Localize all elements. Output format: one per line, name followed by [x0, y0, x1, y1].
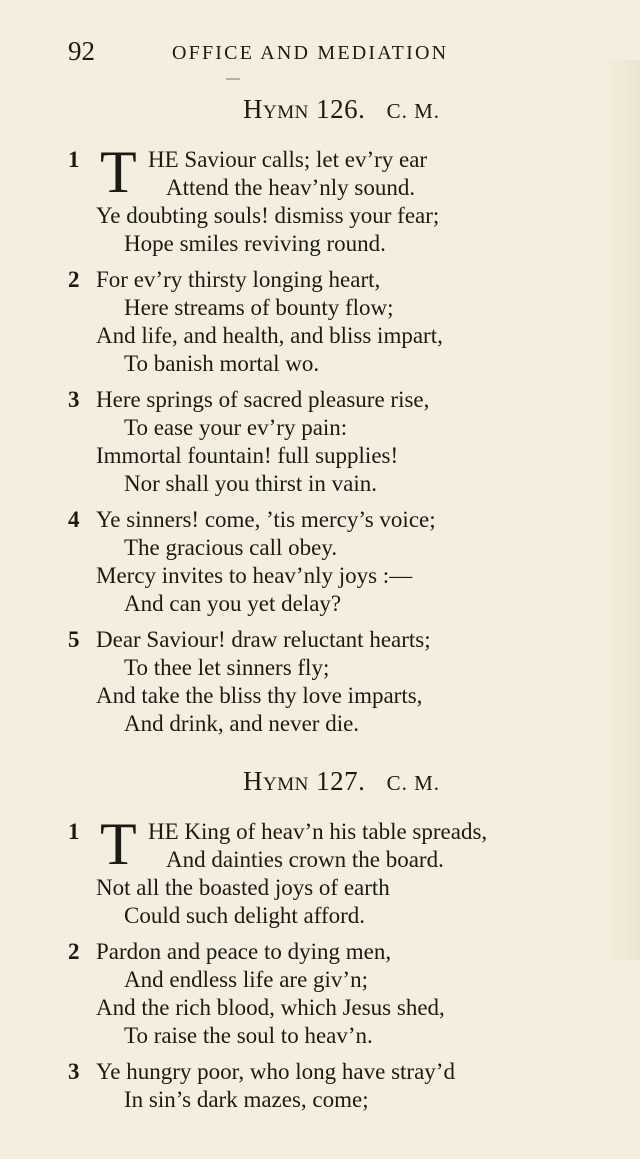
verse-line: Could such delight afford.: [124, 903, 366, 928]
verse-line: And the rich blood, which Jesus shed,: [96, 995, 445, 1020]
verse-line: Attend the heav’nly sound.: [166, 175, 416, 200]
hymn-number: 126.: [316, 94, 366, 124]
verse-line: Not all the boasted joys of earth: [96, 875, 390, 900]
verse-number: 4: [68, 507, 80, 532]
hymn-meter: C. M.: [386, 771, 441, 795]
verse-line: Ye hungry poor, who long have stray’d: [96, 1059, 455, 1084]
verse-line: And can you yet delay?: [124, 591, 342, 616]
verse-line: In sin’s dark mazes, come;: [124, 1087, 369, 1112]
verse-line: Nor shall you thirst in vain.: [124, 471, 377, 496]
verse-line: Dear Saviour! draw reluctant hearts;: [96, 627, 431, 652]
hymn-126-heading: [243, 94, 440, 126]
verse-line: Immortal fountain! full supplies!: [96, 443, 399, 468]
verse-line: The gracious call obey.: [124, 535, 338, 560]
facing-page-bleed: [606, 60, 640, 960]
hymn-word: Hymn: [243, 766, 309, 796]
verse-line: Hope smiles reviving round.: [124, 231, 386, 256]
verse-line: Ye sinners! come, ’tis mercy’s voice;: [96, 507, 436, 532]
verse-line: HE King of heav’n his table spreads,: [148, 819, 488, 844]
verse-number: 1: [68, 819, 80, 844]
verse-line: And life, and health, and bliss impart,: [96, 323, 443, 348]
hymn-meter: C. M.: [386, 99, 441, 123]
verse-line: HE Saviour calls; let ev’ry ear: [148, 147, 428, 172]
hymn-word: Hymn: [243, 94, 309, 124]
drop-cap: T: [100, 811, 137, 877]
verse-line: Pardon and peace to dying men,: [96, 939, 392, 964]
hymn-number: 127.: [316, 766, 366, 796]
verse-line: And endless life are giv’n;: [124, 967, 368, 992]
verse-line: And take the bliss thy love imparts,: [96, 683, 423, 708]
verse-number: 2: [68, 939, 80, 964]
verse-number: 3: [68, 1059, 80, 1084]
verse-line: To ease your ev’ry pain:: [124, 415, 348, 440]
running-head: [68, 36, 538, 70]
verse-line: Here springs of sacred pleasure rise,: [96, 387, 430, 412]
page-number: 92: [68, 36, 95, 66]
verse-line: Here streams of bounty flow;: [124, 295, 394, 320]
verse-line: And drink, and never die.: [124, 711, 360, 736]
verse-number: 2: [68, 267, 80, 292]
verse-line: Mercy invites to heav’nly joys :—: [96, 563, 413, 588]
verse-line: And dainties crown the board.: [166, 847, 444, 872]
verse-number: 5: [68, 627, 80, 652]
verse-number: 1: [68, 147, 80, 172]
printer-dash: [226, 78, 240, 80]
verse-line: Ye doubting souls! dismiss your fear;: [96, 203, 440, 228]
verse-line: For ev’ry thirsty longing heart,: [96, 267, 381, 292]
running-title: OFFICE AND MEDIATION: [172, 42, 449, 64]
verse-line: To banish mortal wo.: [124, 351, 320, 376]
drop-cap: T: [100, 139, 137, 205]
verse-line: To thee let sinners fly;: [124, 655, 330, 680]
hymn-127-heading: [243, 766, 440, 798]
verse-number: 3: [68, 387, 80, 412]
verse-line: To raise the soul to heav’n.: [124, 1023, 373, 1048]
